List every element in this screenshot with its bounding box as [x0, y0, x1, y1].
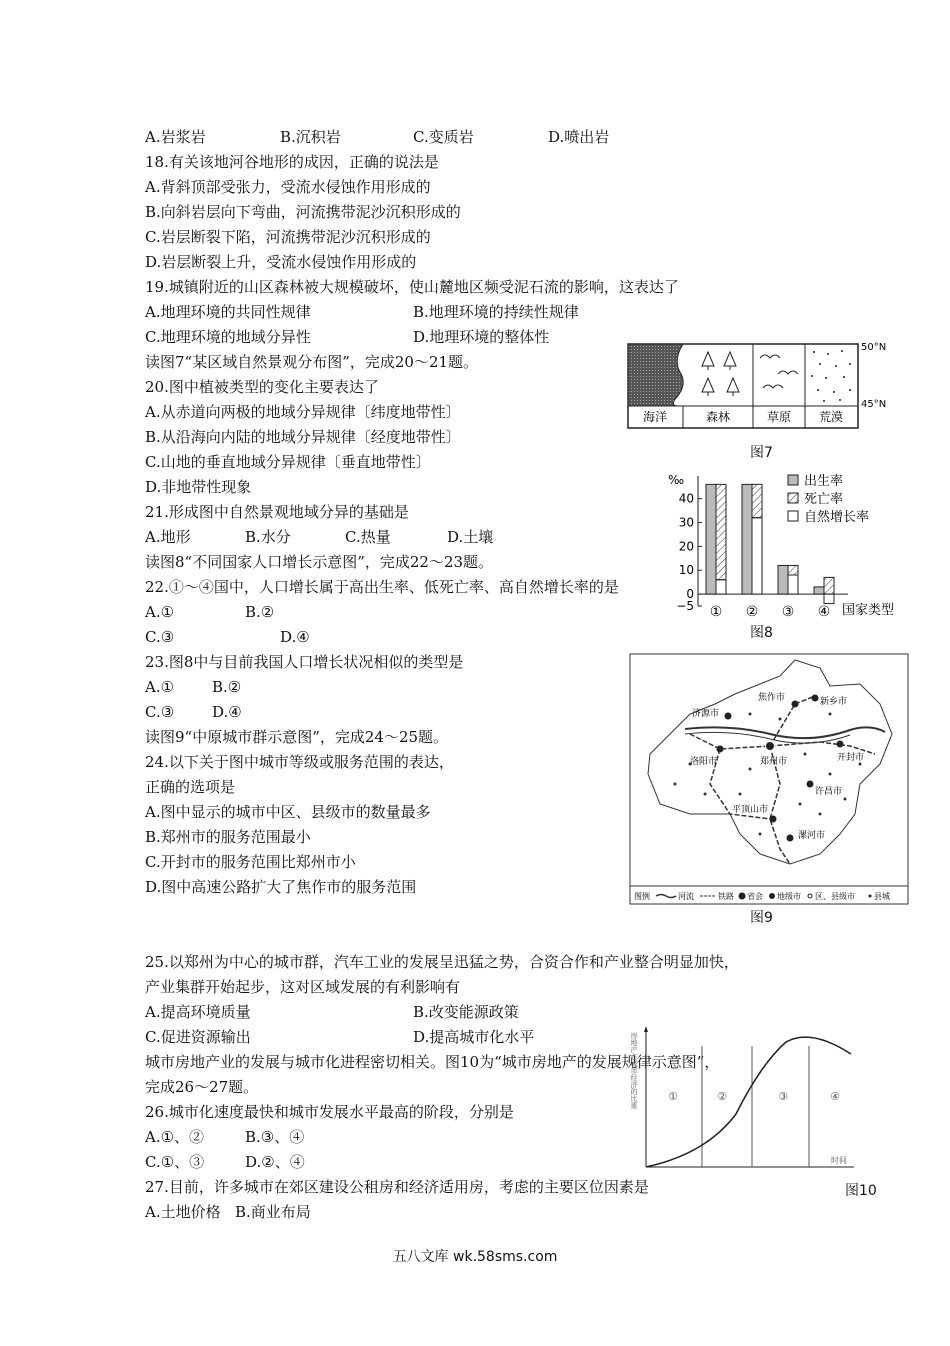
q20-option-c: C.山地的垂直地域分异规律〔垂直地带性〕 — [145, 453, 431, 471]
q25-stem-line1: 25.以郑州为中心的城市群，汽车工业的发展呈迅猛之势，合资合作和产业整合明显加快， — [145, 953, 739, 971]
q24-option-a: A.图中显示的城市中区、县级市的数量最多 — [145, 803, 431, 821]
q25-option-b: B.改变能源政策 — [413, 1003, 519, 1021]
map-label-xuchang: 许昌市 — [815, 787, 843, 797]
q20-stem: 20.图中植被类型的变化主要表达了 — [145, 378, 379, 396]
q22-option-b: B.② — [245, 603, 275, 621]
bar-birth-rate — [814, 587, 824, 594]
map-legend-river: 河流 — [678, 892, 694, 901]
figure-10-real-estate-curve — [626, 1024, 856, 1169]
legend-swatch — [788, 511, 798, 521]
q25-option-c: C.促进资源输出 — [145, 1028, 251, 1046]
q19-option-c: C.地理环境的地域分异性 — [145, 328, 311, 346]
q27-option-b: B.商业布局 — [235, 1203, 311, 1221]
q21-stem: 21.形成图中自然景观地域分异的基础是 — [145, 503, 409, 521]
figure-7-caption: 图7 — [750, 445, 773, 461]
bar-birth-rate — [778, 565, 788, 594]
q23-stem: 23.图8中与目前我国人口增长状况相似的类型是 — [145, 653, 464, 671]
bar-natural-growth — [788, 575, 798, 594]
bar-birth-rate — [742, 484, 752, 594]
map-legend-capital: 省会 — [747, 892, 763, 901]
figure-9-city-map — [630, 654, 908, 904]
legend-label: 自然增长率 — [804, 510, 870, 525]
q17-option-a: A.岩浆岩 — [145, 128, 206, 146]
fig7-label-forest: 森林 — [705, 410, 731, 424]
figure-10-caption: 图10 — [845, 1183, 877, 1199]
fig10-stage-1: ① — [668, 1090, 678, 1103]
q19-option-a: A.地理环境的共同性规律 — [145, 303, 311, 321]
q18-option-d: D.岩层断裂上升，受流水侵蚀作用形成的 — [145, 253, 417, 271]
q17-option-c: C.变质岩 — [413, 128, 474, 146]
y-tick-label: −5 — [676, 599, 694, 613]
map-label-jiaozuo: 焦作市 — [758, 693, 786, 703]
legend-label: 死亡率 — [804, 492, 844, 507]
bar-natural-growth — [716, 580, 726, 594]
map-label-zhengzhou: 郑州市 — [760, 757, 788, 767]
fig7-label-desert: 荒漠 — [818, 410, 844, 424]
map-legend-prefecture: 地级市 — [777, 892, 801, 901]
y-unit-label: ‰ — [668, 473, 685, 487]
fig10-stage-2: ② — [717, 1090, 727, 1103]
map-legend-county: 县城 — [874, 892, 890, 901]
q26-option-a: A.①、② — [145, 1128, 205, 1146]
x-tick-label: ④ — [817, 604, 831, 620]
map-label-jiyuan: 济源市 — [692, 709, 720, 719]
x-axis-label: 国家类型 — [842, 603, 895, 618]
q19-option-d: D.地理环境的整体性 — [413, 328, 550, 346]
q18-option-b: B.向斜岩层向下弯曲，河流携带泥沙沉积形成的 — [145, 203, 461, 221]
q23-option-c: C.③ — [145, 703, 175, 721]
q22-option-a: A.① — [145, 603, 175, 621]
map-label-pingdingshan: 平顶山市 — [732, 805, 769, 815]
fig10-ylabel: 房地产占城市经济的比重 — [630, 1032, 638, 1109]
legend-swatch — [788, 475, 798, 485]
q22-stem: 22.①～④国中，人口增长属于高出生率、低死亡率、高自然增长率的是 — [145, 578, 619, 596]
fig7-lat-top: 50°N — [861, 342, 887, 353]
q27-option-a: A.土地价格 — [145, 1203, 221, 1221]
map-label-kaifeng: 开封市 — [837, 753, 865, 763]
q24-stem-line2: 正确的选项是 — [145, 778, 236, 796]
q27-stem: 27.目前，许多城市在郊区建设公租房和经济适用房，考虑的主要区位因素是 — [145, 1178, 649, 1196]
y-tick-label: 40 — [678, 491, 694, 506]
q24-option-d: D.图中高速公路扩大了焦作市的服务范围 — [145, 878, 417, 896]
read-fig10-line1: 城市房地产业的发展与城市化进程密切相关。图10为“城市房地产的发展规律示意图”， — [145, 1053, 720, 1071]
figure-7-landscape-diagram — [628, 340, 888, 430]
q20-option-b: B.从沿海向内陆的地域分异规律〔经度地带性〕 — [145, 428, 461, 446]
read-fig9-instruction: 读图9“中原城市群示意图”，完成24～25题。 — [145, 728, 449, 746]
fig7-lat-bottom: 45°N — [861, 399, 887, 410]
q23-option-b: B.② — [212, 678, 242, 696]
fig10-stage-4: ④ — [830, 1090, 840, 1103]
map-label-luoyang: 洛阳市 — [690, 757, 718, 767]
read-fig7-instruction: 读图7“某区域自然景观分布图”，完成20～21题。 — [145, 353, 479, 371]
bar-death-rate — [752, 484, 762, 517]
fig7-label-ocean: 海洋 — [642, 410, 668, 424]
q21-option-a: A.地形 — [145, 528, 191, 546]
x-tick-label: ① — [709, 604, 723, 620]
q26-option-d: D.②、④ — [245, 1153, 305, 1171]
y-tick-label: 30 — [678, 515, 694, 530]
y-tick-label: 20 — [678, 539, 694, 554]
q22-option-d: D.④ — [280, 628, 310, 646]
page-footer: 五八文库 wk.58sms.com — [392, 1249, 558, 1265]
q22-option-c: C.③ — [145, 628, 175, 646]
q18-option-a: A.背斜顶部受张力，受流水侵蚀作用形成的 — [145, 178, 431, 196]
figure-8-population-chart — [660, 468, 910, 618]
q24-option-b: B.郑州市的服务范围最小 — [145, 828, 311, 846]
q17-option-b: B.沉积岩 — [280, 128, 341, 146]
y-tick-label: 0 — [686, 587, 694, 602]
y-tick-label: 10 — [678, 563, 694, 578]
x-tick-label: ③ — [781, 604, 795, 620]
q25-stem-line2: 产业集群开始起步，这对区域发展的有利影响有 — [145, 978, 461, 996]
q20-option-a: A.从赤道向两极的地域分异规律〔纬度地带性〕 — [145, 403, 461, 421]
fig10-stage-3: ③ — [778, 1090, 788, 1103]
map-legend-district: 区、县级市 — [815, 892, 855, 901]
bar-natural-growth — [752, 518, 762, 594]
q21-option-c: C.热量 — [345, 528, 391, 546]
figure-9-caption: 图9 — [750, 910, 773, 926]
bar-death-rate — [788, 565, 798, 575]
map-label-luohe: 漯河市 — [798, 831, 826, 841]
q24-stem-line1: 24.以下关于图中城市等级或服务范围的表达， — [145, 753, 454, 771]
q18-stem: 18.有关该地河谷地形的成因，正确的说法是 — [145, 153, 439, 171]
map-legend-title: 图例 — [634, 892, 650, 901]
legend-swatch — [788, 493, 798, 503]
q18-option-c: C.岩层断裂下陷，河流携带泥沙沉积形成的 — [145, 228, 431, 246]
read-fig10-line2: 完成26～27题。 — [145, 1078, 259, 1096]
x-tick-label: ② — [745, 604, 759, 620]
q25-option-a: A.提高环境质量 — [145, 1003, 251, 1021]
q26-option-b: B.③、④ — [245, 1128, 305, 1146]
bar-death-rate — [824, 577, 834, 594]
read-fig8-instruction: 读图8“不同国家人口增长示意图”，完成22～23题。 — [145, 553, 494, 571]
q24-option-c: C.开封市的服务范围比郑州市小 — [145, 853, 356, 871]
q19-stem: 19.城镇附近的山区森林被大规模破坏，使山麓地区频受泥石流的影响，这表达了 — [145, 278, 679, 296]
fig10-xlabel: 时间 — [831, 1156, 847, 1165]
legend-label: 出生率 — [804, 474, 844, 489]
q26-stem: 26.城市化速度最快和城市发展水平最高的阶段，分别是 — [145, 1103, 514, 1121]
figure-8-caption: 图8 — [750, 625, 773, 641]
q21-option-b: B.水分 — [245, 528, 291, 546]
bar-natural-growth — [824, 594, 834, 604]
q23-option-d: D.④ — [212, 703, 242, 721]
q25-option-d: D.提高城市化水平 — [413, 1028, 535, 1046]
q19-option-b: B.地理环境的持续性规律 — [413, 303, 579, 321]
map-legend-railway: 铁路 — [718, 892, 734, 901]
q17-option-d: D.喷出岩 — [548, 128, 610, 146]
map-label-xinxiang: 新乡市 — [820, 697, 848, 707]
bar-birth-rate — [706, 484, 716, 594]
q26-option-c: C.①、③ — [145, 1153, 205, 1171]
fig7-label-grassland: 草原 — [766, 410, 792, 424]
q20-option-d: D.非地带性现象 — [145, 478, 252, 496]
q23-option-a: A.① — [145, 678, 175, 696]
q21-option-d: D.土壤 — [447, 528, 494, 546]
bar-death-rate — [716, 484, 726, 579]
